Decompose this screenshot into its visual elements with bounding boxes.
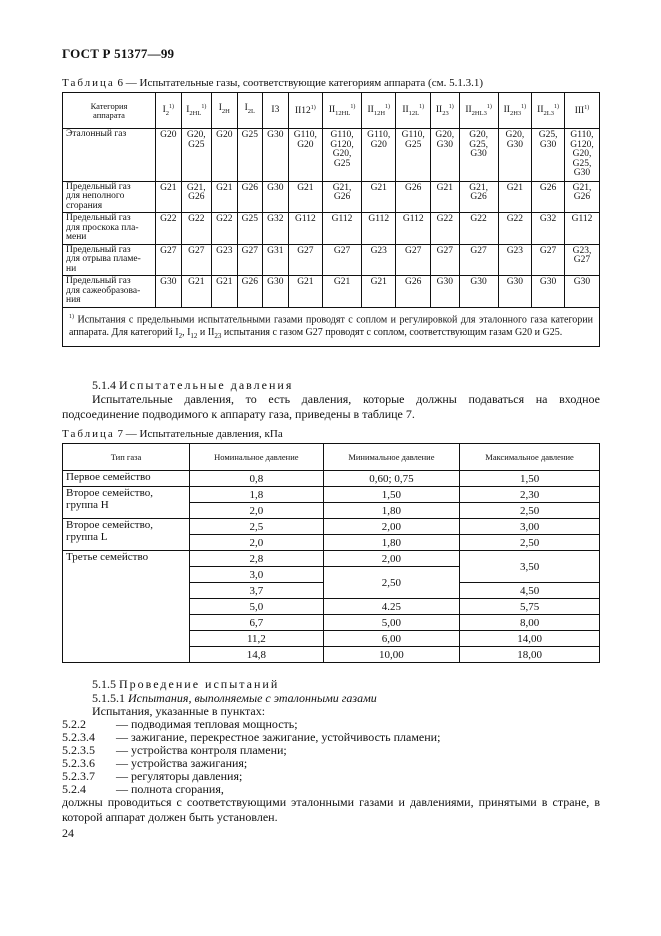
- gas-cell: G110, G120, G20, G25, G30: [564, 129, 599, 182]
- maximum-cell: 2,50: [460, 503, 600, 519]
- maximum-cell: 5,75: [460, 599, 600, 615]
- minimum-cell: 10,00: [323, 647, 459, 663]
- gas-cell: G112: [396, 213, 430, 245]
- table7-caption-text: 7 — Испытательные давления, кПа: [117, 428, 283, 440]
- table-row: [63, 471, 600, 487]
- minimum-cell: 4.25: [323, 599, 459, 615]
- gas-cell: G21, G26: [181, 181, 211, 213]
- gas-cell: G112: [564, 213, 599, 245]
- gas-cell: G112: [362, 213, 396, 245]
- gas-cell: G27: [532, 244, 565, 276]
- gas-cell: G22: [156, 213, 182, 245]
- gas-cell: G27: [323, 244, 362, 276]
- gas-cell: G27: [430, 244, 459, 276]
- col-I2L: $I_{2L}$: [237, 93, 263, 129]
- maximum-cell: 2,30: [460, 487, 600, 503]
- row-label: Предельный газ для отрыва пламе- ни: [63, 244, 156, 276]
- table6-label: Таблица: [62, 77, 115, 89]
- row-label: Предельный газ для сажеобразова- ния: [63, 276, 156, 308]
- gas-cell: G21: [288, 181, 322, 213]
- gas-cell: G112: [288, 213, 322, 245]
- gas-cell: G26: [532, 181, 565, 213]
- gas-cell: G22: [498, 213, 532, 245]
- gas-cell: G21: [156, 181, 182, 213]
- col-I3: I3: [263, 93, 289, 129]
- gas-cell: G23: [212, 244, 238, 276]
- gas-cell: G30: [263, 181, 289, 213]
- section-5151-intro: Испытания, указанные в пунктах:: [92, 704, 266, 718]
- gas-type-cell: Второе семейство, группа H: [63, 487, 190, 519]
- row-label: Предельный газ для проскока пла- мени: [63, 213, 156, 245]
- section-5151-number: 5.1.5.1: [92, 691, 125, 705]
- gas-cell: G27: [288, 244, 322, 276]
- gas-cell: G25: [237, 129, 263, 182]
- nominal-cell: 2,0: [190, 535, 324, 551]
- table6-header-row: [63, 93, 600, 129]
- table-row: [63, 129, 600, 182]
- item-text: — устройства зажигания;: [116, 756, 248, 770]
- nominal-cell: 11,2: [190, 631, 324, 647]
- table-row: [63, 519, 600, 535]
- table-row: [63, 181, 600, 213]
- gas-cell: G20: [156, 129, 182, 182]
- section-515-heading: [92, 677, 279, 692]
- gas-cell: G26: [237, 276, 263, 308]
- row-label: Эталонный газ: [63, 129, 156, 182]
- gas-cell: G26: [396, 181, 430, 213]
- item-text: — регуляторы давления;: [116, 769, 243, 783]
- footnote-mark: 1): [69, 313, 74, 320]
- gas-cell: G23: [498, 244, 532, 276]
- gas-cell: G27: [459, 244, 498, 276]
- col-II12L: $II_{12L}^{1)}$: [396, 93, 430, 129]
- table-row: [63, 244, 600, 276]
- document-title: ГОСТ Р 51377—99: [62, 46, 175, 61]
- table7-header-nominal: Номинальное давление: [190, 444, 324, 471]
- col-II2L3: $II_{2L3}^{1)}$: [532, 93, 565, 129]
- footnote-text-4: испытания с газом G27 проводят с соплом, соответствующим газам G20 и G25.: [221, 326, 563, 338]
- table6-caption-text: 6 — Испытательные газы, соответствующие категориям аппарата (см. 5.1.3.1): [117, 77, 483, 89]
- nominal-cell: 14,8: [190, 647, 324, 663]
- section-514-heading: [92, 378, 293, 393]
- nominal-cell: 1,8: [190, 487, 324, 503]
- col-I2: $I_2^{1)}$: [156, 93, 182, 129]
- gas-cell: G30: [532, 276, 565, 308]
- gas-cell: G25, G30: [532, 129, 565, 182]
- maximum-cell: 14,00: [460, 631, 600, 647]
- gas-type-cell: Первое семейство: [63, 471, 190, 487]
- col-I2HL: $I_{2HL}^{1)}$: [181, 93, 211, 129]
- maximum-cell: 8,00: [460, 615, 600, 631]
- gas-type-cell: Третье семейство: [63, 551, 190, 663]
- section-515-title: Проведение испытаний: [119, 677, 280, 691]
- gas-cell: G21: [288, 276, 322, 308]
- gas-cell: G30: [263, 276, 289, 308]
- gas-cell: G21: [430, 181, 459, 213]
- gas-cell: G21: [212, 276, 238, 308]
- col-II2H3: $II_{2H3}^{1)}$: [498, 93, 532, 129]
- gas-cell: G31: [263, 244, 289, 276]
- table7-header-gas-type: Тип газа: [63, 444, 190, 471]
- minimum-cell: 1,80: [323, 535, 459, 551]
- gas-cell: G21: [498, 181, 532, 213]
- footnote-text-3: и II: [197, 326, 215, 338]
- table6-caption: [62, 77, 483, 89]
- table-row: [63, 213, 600, 245]
- item-number: 5.2.3.7: [62, 769, 95, 783]
- col-III: III$^{1)}$: [564, 93, 599, 129]
- gas-cell: G110, G120, G20, G25: [323, 129, 362, 182]
- nominal-cell: 2,0: [190, 503, 324, 519]
- maximum-cell: 3,50: [460, 551, 600, 583]
- col-II12H: $II_{12H}^{1)}$: [362, 93, 396, 129]
- gas-cell: G20, G25: [181, 129, 211, 182]
- minimum-cell: 1,50: [323, 487, 459, 503]
- table7-header-maximum: Максимальное давление: [460, 444, 600, 471]
- gas-cell: G112: [323, 213, 362, 245]
- gas-cell: G27: [156, 244, 182, 276]
- col-II12: II12$^{1)}$: [288, 93, 322, 129]
- gas-cell: G22: [430, 213, 459, 245]
- nominal-cell: 5,0: [190, 599, 324, 615]
- gas-cell: G30: [156, 276, 182, 308]
- maximum-cell: 4,50: [460, 583, 600, 599]
- gas-cell: G23, G27: [564, 244, 599, 276]
- gas-cell: G20, G30: [430, 129, 459, 182]
- minimum-cell: 0,60; 0,75: [323, 471, 459, 487]
- maximum-cell: 18,00: [460, 647, 600, 663]
- col-II2HL3: $II_{2HL3}^{1)}$: [459, 93, 498, 129]
- section-515-number: 5.1.5: [92, 677, 116, 691]
- section-5151-title: Испытания, выполняемые с эталонными газами: [128, 691, 377, 705]
- minimum-cell: 2,50: [323, 567, 459, 599]
- gas-cell: G20: [212, 129, 238, 182]
- col-II12HL: $II_{12HL}^{1)}$: [323, 93, 362, 129]
- item-text: — полнота сгорания,: [116, 782, 224, 796]
- gas-cell: G30: [459, 276, 498, 308]
- section-5151-closing: должны проводиться с соответствующими эталонными газами и давлениями, принятыми в стране, в которой аппарат должен быть установлен.: [62, 795, 600, 824]
- gas-cell: G32: [532, 213, 565, 245]
- section-514-title: Испытательные давления: [119, 378, 294, 392]
- table6-footnote-row: [63, 307, 600, 346]
- gas-cell: G21, G26: [564, 181, 599, 213]
- table7-caption: [62, 428, 283, 440]
- minimum-cell: 5,00: [323, 615, 459, 631]
- gas-cell: G21: [212, 181, 238, 213]
- gas-cell: G22: [181, 213, 211, 245]
- nominal-cell: 3,0: [190, 567, 324, 583]
- gas-cell: G25: [237, 213, 263, 245]
- section-514-text: Испытательные давления, то есть давления, которые должны подаваться на входное подсоединение подводимого к аппарату газа, приведены в таблице 7.: [62, 392, 600, 421]
- nominal-cell: 3,7: [190, 583, 324, 599]
- nominal-cell: 0,8: [190, 471, 324, 487]
- gas-cell: G22: [212, 213, 238, 245]
- gas-cell: G30: [263, 129, 289, 182]
- gas-type-cell: Второе семейство, группа L: [63, 519, 190, 551]
- gas-cell: G26: [396, 276, 430, 308]
- gas-cell: G21: [362, 181, 396, 213]
- gas-cell: G21, G26: [323, 181, 362, 213]
- item-number: 5.2.3.6: [62, 756, 95, 770]
- gas-cell: G27: [237, 244, 263, 276]
- footnote-text-2: , I: [182, 326, 191, 338]
- item-number: 5.2.4: [62, 782, 86, 796]
- table7-label: Таблица: [62, 428, 115, 440]
- footnote-sub-2: 12: [190, 331, 198, 340]
- gas-cell: G21, G26: [459, 181, 498, 213]
- table-6-test-gases: [62, 92, 600, 347]
- gas-cell: G110, G20: [362, 129, 396, 182]
- maximum-cell: 3,00: [460, 519, 600, 535]
- maximum-cell: 2,50: [460, 535, 600, 551]
- nominal-cell: 2,8: [190, 551, 324, 567]
- gas-cell: G110, G20: [288, 129, 322, 182]
- maximum-cell: 1,50: [460, 471, 600, 487]
- gas-cell: G21: [362, 276, 396, 308]
- item-number: 5.2.3.5: [62, 743, 95, 757]
- gas-cell: G30: [564, 276, 599, 308]
- footnote-sub-3: 23: [214, 331, 222, 340]
- gas-cell: G26: [237, 181, 263, 213]
- gas-cell: G21: [323, 276, 362, 308]
- gas-cell: G23: [362, 244, 396, 276]
- gas-cell: G22: [459, 213, 498, 245]
- nominal-cell: 6,7: [190, 615, 324, 631]
- gas-cell: G27: [181, 244, 211, 276]
- nominal-cell: 2,5: [190, 519, 324, 535]
- table-7-test-pressures: [62, 443, 600, 663]
- minimum-cell: 1,80: [323, 503, 459, 519]
- gas-cell: G21: [181, 276, 211, 308]
- item-text: — зажигание, перекрестное зажигание, устойчивость пламени;: [116, 730, 441, 744]
- row-label: Предельный газ для неполного сгорания: [63, 181, 156, 213]
- gas-cell: G30: [498, 276, 532, 308]
- page-number: 24: [62, 826, 74, 840]
- minimum-cell: 2,00: [323, 551, 459, 567]
- gas-cell: G20, G25, G30: [459, 129, 498, 182]
- col-I2H: $I_{2H}$: [212, 93, 238, 129]
- item-text: — подводимая тепловая мощность;: [116, 717, 298, 731]
- gas-cell: G110, G25: [396, 129, 430, 182]
- minimum-cell: 2,00: [323, 519, 459, 535]
- section-514-number: 5.1.4: [92, 378, 116, 392]
- table6-header-category: Категория аппарата: [63, 93, 156, 129]
- gas-cell: G20, G30: [498, 129, 532, 182]
- table7-header-row: [63, 444, 600, 471]
- item-number: 5.2.3.4: [62, 730, 95, 744]
- gas-cell: G27: [396, 244, 430, 276]
- footnote-sub-1: 2: [178, 331, 183, 340]
- item-text: — устройства контроля пламени;: [116, 743, 287, 757]
- table-row: [63, 276, 600, 308]
- col-II23: $II_{23}^{1)}$: [430, 93, 459, 129]
- table6-footnote: [63, 307, 600, 346]
- table7-header-minimum: Минимальное давление: [323, 444, 459, 471]
- gas-cell: G30: [430, 276, 459, 308]
- minimum-cell: 6,00: [323, 631, 459, 647]
- table-row: [63, 487, 600, 503]
- footnote-text-1: Испытания с предельными испытательными газами проводят с соплом и регулировкой для эталонного газа категории аппарата. Для категорий I: [69, 313, 593, 338]
- item-number: 5.2.2: [62, 717, 86, 731]
- gas-cell: G32: [263, 213, 289, 245]
- table-row: [63, 551, 600, 567]
